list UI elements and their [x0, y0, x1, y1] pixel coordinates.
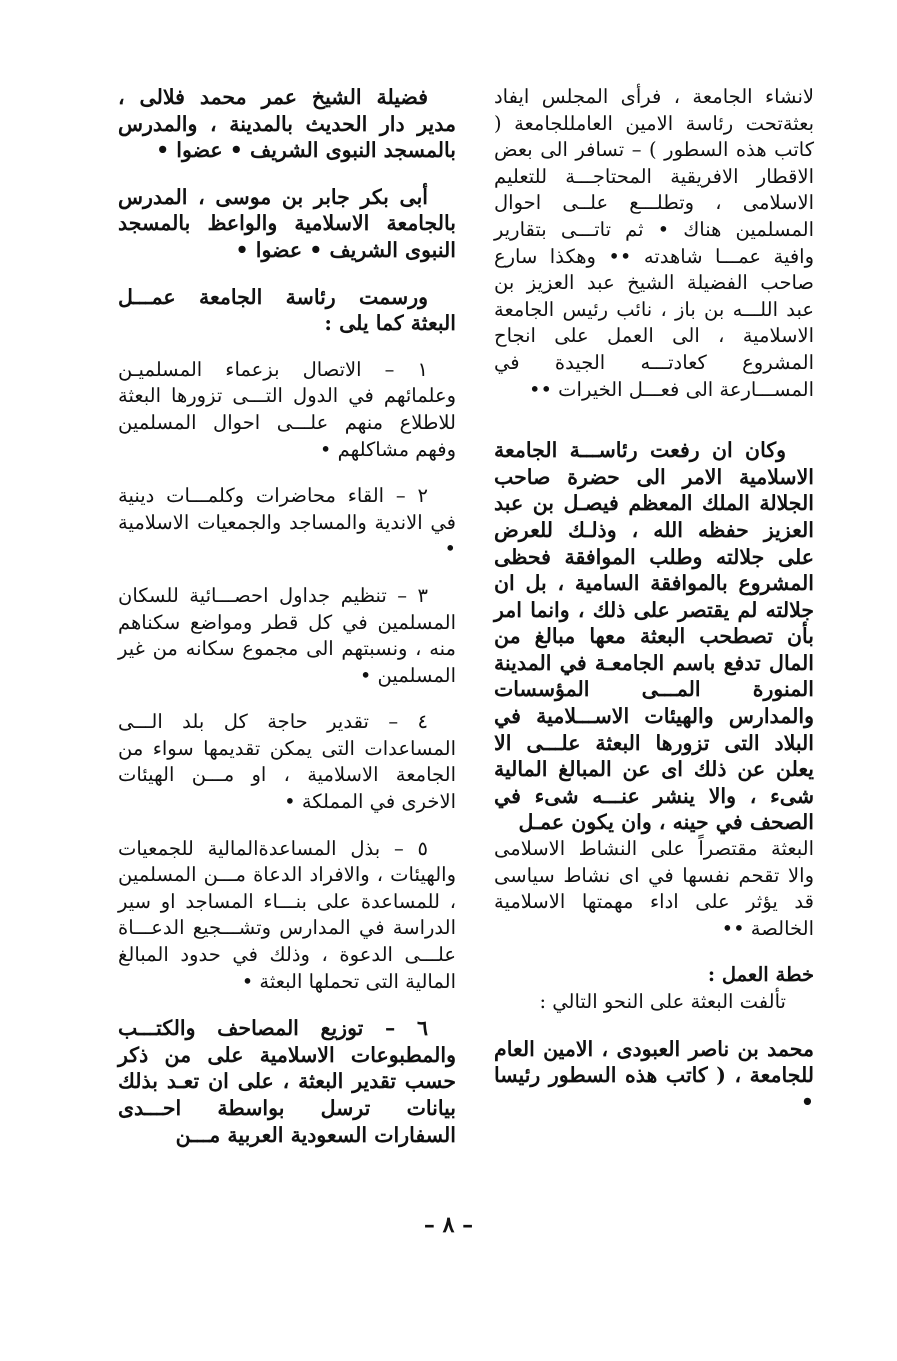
list-item-3: ٣ – تنظيم جداول احصـــائية للسكان المسلمين في كل قطر ومواضع سكناهم منه ، ونسبتهم الى مجموع سكانه من غير المسلمين • [118, 583, 456, 687]
list-item-5: ٥ – بذل المساعدةالمالية للجمعيات والهيئات ، والافراد الدعاة مـــن المسلمين ، للمساعدة على بنـــاء المساجد او سير الدراسة في المدارس وتشـــجيع الدعـــاة علـــى الدعوة ، وذلك في حدود المبالغ المالية التى تحملها البعثة • [118, 836, 456, 993]
paragraph-mission-scope: البعثة مقتصراً على النشاط الاسلامى والا تقحم نفسها في اى نشاط سياسى قد يؤثر على اداء مهمتها الاسلامية الخالصة •• [494, 837, 814, 940]
plan-heading: خطة العمل : [707, 963, 814, 987]
page-number: – ٨ – [423, 1212, 474, 1238]
list-item-6: ٦ – توزيع المصاحف والكتـــب والمطبوعات الاسلامية على من ذكر حسب تقدير البعثة ، على ان تعـد بذلك بيانات ترسل بواسطة احـــدى السفارات السعودية العربية مـــن [118, 1016, 456, 1147]
paragraph-royal-approval: وكان ان رفعت رئاســـة الجامعة الاسلامية الامر الى حضرة صاحب الجلالة الملك المعظم فيصـل بن عبد العزيز حفظه الله ، وذلـك للعرض على جلالته وطلب الموافقة فحظى المشروع بالموافقة السامية ، بل ان جلالته لم يقتصر على ذلك ، وانما امر بأن تصطحب البعثة معها مبالغ من المال تدفع باسم الجامعـة في المدينة المنورة المـــى المؤسسات والمدارس والهيئات الاســـلامية في البلاد التى تزورها البعثة علـــى الا يعلن عن ذلك اى عن المبالغ المالية شىء ، والا ينشر عنـــه شىء في الصحف في حينه ، وان يكون عمـل [494, 438, 814, 835]
mission-intro: ورسمت رئاسة الجامعة عمـــل البعثة كما يلى : [118, 284, 456, 336]
right-column [494, 84, 814, 1135]
list-item-2: ٢ – القاء محاضرات وكلمـــات دينية في الاندية والمساجد والجمعيات الاسلامية • [118, 484, 456, 561]
plan-text: تألفت البعثة على النحو التالي : [539, 990, 786, 1013]
left-column [118, 84, 456, 1168]
member-abu-bakr-jabir: أبى بكر جابر بن موسى ، المدرس بالجامعة الاسلامية والواعظ بالمسجد النبوى الشريف • عضوا • [118, 184, 456, 262]
list-item-1: ١ – الاتصال بزعماء المسلميـن وعلمائهم في الدول التـــى تزورها البعثة للاطلاع منهم علـــى احوال المسلمين وفهم مشاكلهم • [118, 357, 456, 461]
member-omar-falali: فضيلة الشيخ عمر محمد فلالى ، مدير دار الحديث بالمدينة ، والمدرس بالمسجد النبوى الشريف • عضوا • [118, 85, 456, 163]
paragraph-mission-decision: لانشاء الجامعة ، فرأى المجلس ايفاد بعثةتحت رئاسة الامين العامللجامعة ( كاتب هذه السطور ) – تسافر الى بعض الاقطار الافريقية المحتاجـــة للتعليم الاسلامى ، وتطلـــع علــى احوال المسلمين هناك • ثم تاتـــى بتقارير وافية عمـــا شاهدته •• وهكذا سارع صاحب الفضيلة الشيخ عبد العزيز بن عبد اللـــه بن باز ، نائب رئيس الجامعة الاسلامية ، الى العمل على انجاح المشروع كعادتـــه الجيدة في المســـارعة الى فعـــل الخيرات •• [494, 85, 814, 401]
list-item-4: ٤ – تقدير حاجة كل بلد الـــى المساعدات التى يمكن تقديمها سواء من الجامعة الاسلامية ، او مـــن الهيئات الاخرى في المملكة • [118, 710, 456, 814]
member-head-of-mission: محمد بن ناصر العبودى ، الامين العام للجامعة ، ( كاتب هذه السطور رئيسا • [494, 1036, 814, 1114]
